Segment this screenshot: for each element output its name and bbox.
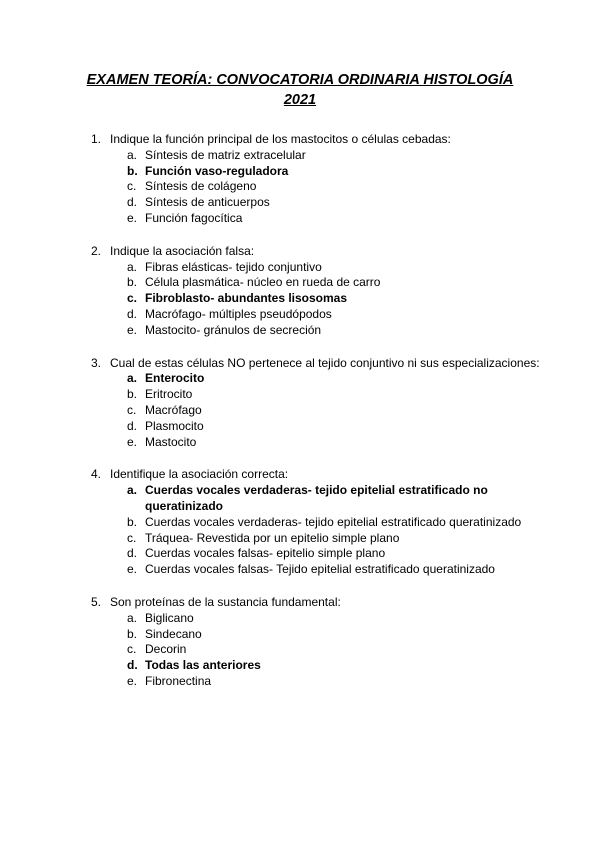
option-text: Función vaso-reguladora: [145, 163, 289, 178]
option-d: [0, 195, 600, 211]
question-number: 4.: [91, 467, 102, 482]
question-number: 1.: [91, 132, 102, 146]
option-d: [0, 307, 600, 323]
option-text: Síntesis de anticuerpos: [145, 195, 270, 210]
option-letter: b.: [127, 275, 138, 290]
option-text: Tráquea- Revestida por un epitelio simple plano: [145, 530, 400, 545]
option-list: [0, 611, 600, 690]
option-letter: a.: [127, 371, 138, 386]
option-text: Todas las anteriores: [145, 658, 261, 673]
question-stem: [0, 244, 600, 260]
option-letter: a.: [127, 259, 138, 274]
question-stem: [0, 595, 600, 611]
option-a: [0, 260, 600, 276]
option-a-correct: [0, 371, 600, 387]
question-number: 2.: [91, 243, 102, 258]
question-text: Indique la asociación falsa:: [110, 243, 255, 258]
option-b: [0, 275, 600, 291]
option-letter: c.: [127, 402, 137, 417]
question-text: Identifique la asociación correcta:: [110, 467, 289, 482]
option-c: [0, 531, 600, 547]
option-d-correct: [0, 658, 600, 674]
option-letter: a.: [127, 147, 138, 162]
exam-title: [60, 70, 540, 110]
question-3: [0, 356, 600, 451]
option-letter: e.: [127, 434, 138, 449]
question-number: 3.: [91, 355, 102, 370]
question-stem: [0, 467, 600, 483]
option-letter: b.: [127, 626, 138, 641]
option-b: [0, 627, 600, 643]
option-letter: c.: [127, 530, 137, 545]
question-stem: [0, 356, 600, 372]
option-c: [0, 179, 600, 195]
option-letter: c.: [127, 291, 138, 306]
option-list: [0, 260, 600, 339]
option-text: Cuerdas vocales falsas- epitelio simple plano: [145, 546, 386, 561]
option-e: [0, 674, 600, 690]
option-c: [0, 642, 600, 658]
option-list: [0, 483, 600, 578]
option-list: [0, 371, 600, 450]
option-c-correct: [0, 291, 600, 307]
option-b: [0, 515, 600, 531]
option-letter: d.: [127, 306, 138, 321]
exam-title-line-2: 2021: [283, 92, 317, 108]
option-d: [0, 419, 600, 435]
option-text: Fibronectina: [145, 673, 212, 688]
option-b: [0, 387, 600, 403]
option-letter: b.: [127, 163, 138, 178]
question-4: [0, 467, 600, 578]
option-text: Fibroblasto- abundantes lisosomas: [145, 291, 348, 306]
option-text: Función fagocítica: [145, 210, 243, 225]
option-letter: d.: [127, 658, 138, 673]
option-text: Célula plasmática- núcleo en rueda de carro: [145, 275, 381, 290]
option-letter: e.: [127, 673, 138, 688]
option-text: Macrófago- múltiples pseudópodos: [145, 306, 332, 321]
option-text: Cuerdas vocales verdaderas- tejido epitelial estratificado queratinizado: [145, 514, 522, 529]
option-text: Mastocito: [145, 434, 197, 449]
question-2: [0, 244, 600, 339]
question-text: Son proteínas de la sustancia fundamental:: [110, 594, 341, 609]
option-list: [0, 148, 600, 227]
question-1: [0, 132, 600, 227]
option-text: Sindecano: [145, 626, 202, 641]
option-text: Eritrocito: [145, 387, 193, 402]
question-5: [0, 595, 600, 690]
option-letter: b.: [127, 387, 138, 402]
option-text: Macrófago: [145, 402, 202, 417]
option-a: [0, 148, 600, 164]
option-letter: e.: [127, 562, 138, 577]
option-text: Síntesis de matriz extracelular: [145, 147, 306, 162]
option-text: Enterocito: [145, 371, 205, 386]
option-text: Cuerdas vocales falsas- Tejido epitelial estratificado queratinizado: [145, 562, 495, 577]
question-text: Indique la función principal de los mastocitos o células cebadas:: [110, 132, 451, 146]
option-text: Síntesis de colágeno: [145, 179, 257, 194]
question-number: 5.: [91, 594, 102, 609]
option-text: Biglicano: [145, 610, 194, 625]
option-a-correct: [0, 483, 600, 515]
question-text: Cual de estas células NO pertenece al tejido conjuntivo ni sus especializaciones:: [110, 355, 540, 370]
question-stem: [0, 132, 600, 148]
option-e: [0, 562, 600, 578]
option-d: [0, 546, 600, 562]
exam-title-line-1: EXAMEN TEORÍA: CONVOCATORIA ORDINARIA HISTOLOGÍA: [86, 72, 514, 88]
option-letter: a.: [127, 610, 138, 625]
option-letter: c.: [127, 642, 137, 657]
question-list: [0, 132, 600, 707]
option-letter: a.: [127, 483, 138, 498]
option-b-correct: [0, 164, 600, 180]
option-e: [0, 435, 600, 451]
option-letter: d.: [127, 546, 138, 561]
option-text: Decorin: [145, 642, 187, 657]
option-text: Mastocito- gránulos de secreción: [145, 322, 322, 337]
option-e: [0, 323, 600, 339]
option-letter: d.: [127, 195, 138, 210]
option-a: [0, 611, 600, 627]
option-letter: d.: [127, 418, 138, 433]
option-letter: e.: [127, 322, 138, 337]
option-letter: c.: [127, 179, 137, 194]
option-letter: b.: [127, 514, 138, 529]
option-c: [0, 403, 600, 419]
option-text: Cuerdas vocales verdaderas- tejido epitelial estratificado no queratinizado: [145, 483, 488, 513]
option-text: Plasmocito: [145, 418, 204, 433]
option-e: [0, 211, 600, 227]
option-letter: e.: [127, 210, 138, 225]
option-text: Fibras elásticas- tejido conjuntivo: [145, 259, 322, 274]
